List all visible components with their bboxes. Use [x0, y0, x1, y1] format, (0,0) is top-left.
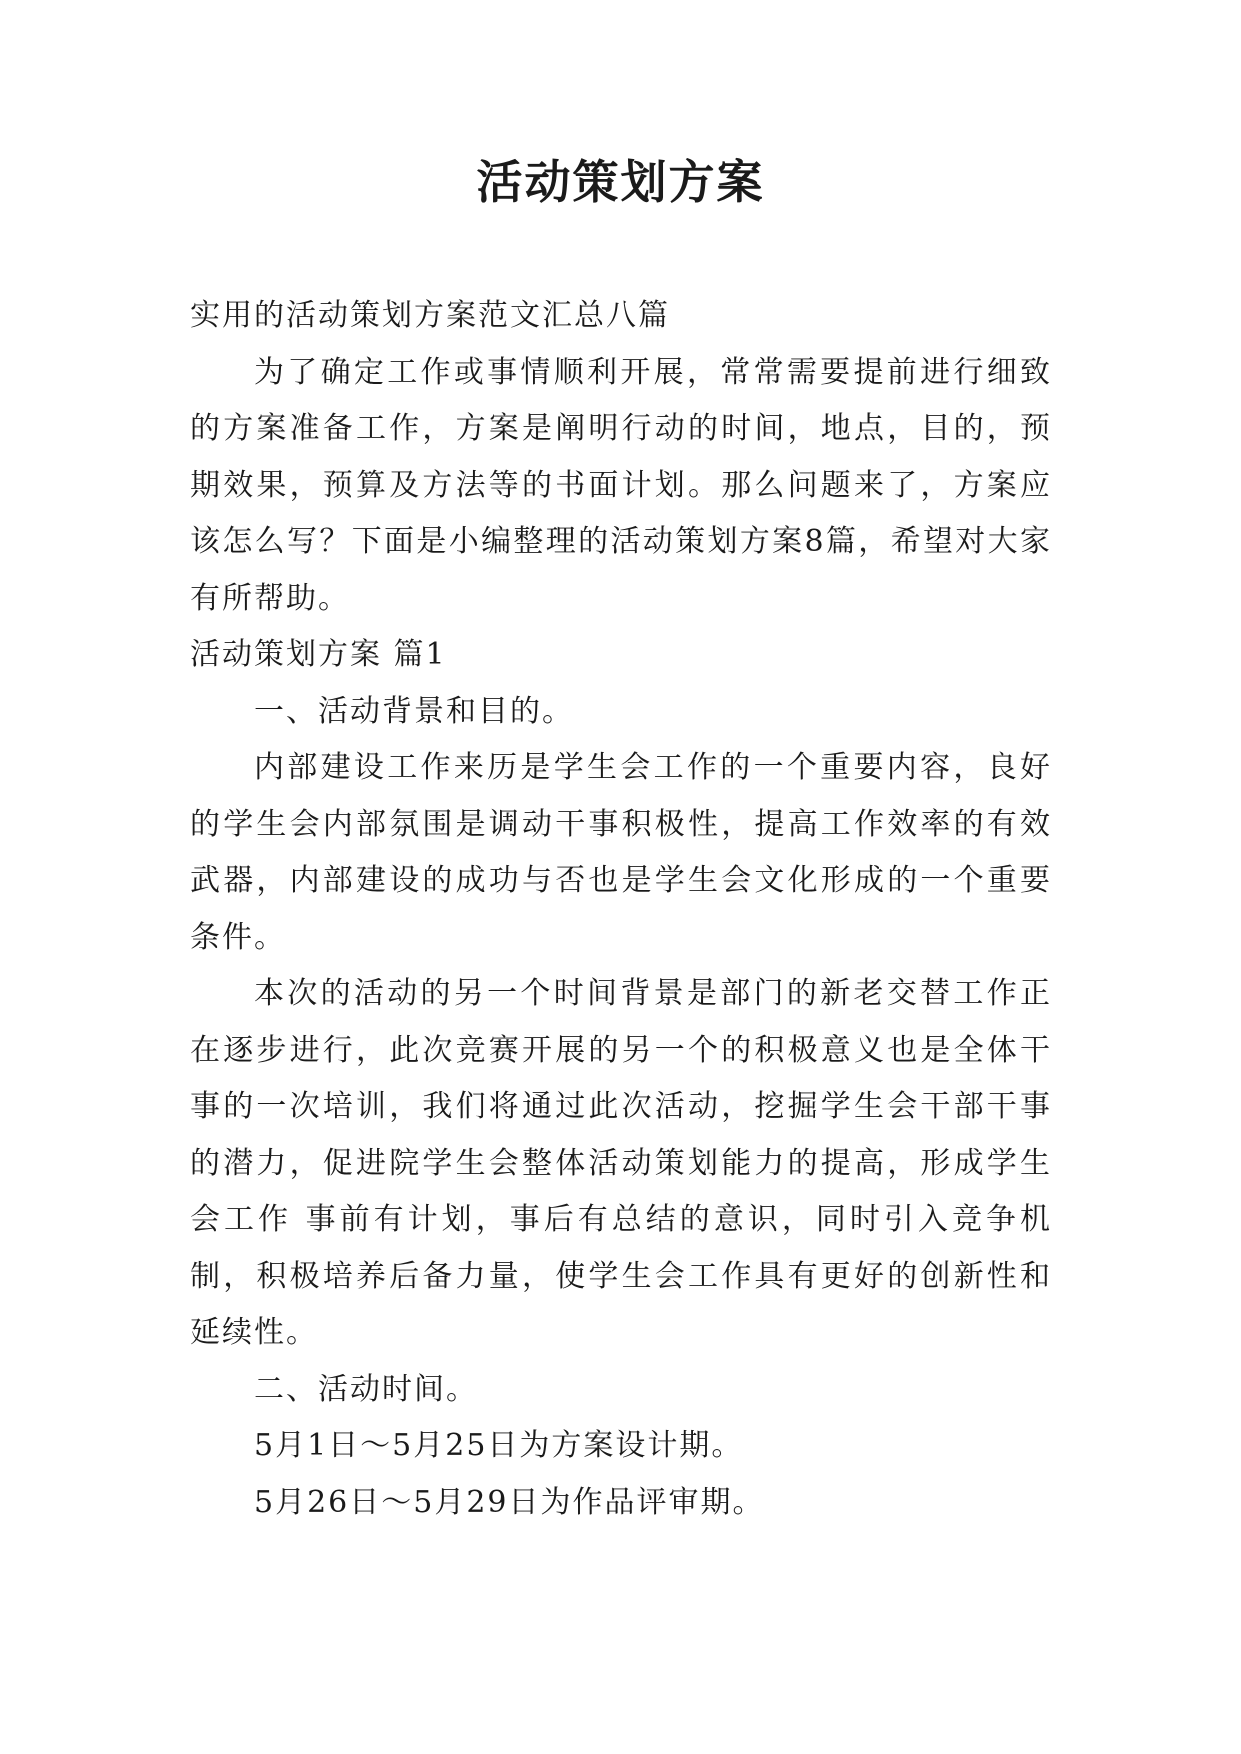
background-paragraph-2: 本次的活动的另一个时间背景是部门的新老交替工作正在逐步进行，此次竞赛开展的另一个的积极意义也是全体干事的一次培训，我们将通过此次活动，挖掘学生会干部干事的潜力，促进院学生会整体活动策划能力的提高，形成学生会工作 事前有计划，事后有总结的意识，同时引入竞争机制，积极培养后备力量，使学生会工作具有更好的创新性和延续性。 [190, 976, 1052, 1350]
schedule-line-design: 5月1日～5月25日为方案设计期。 [254, 1428, 744, 1463]
document-subtitle: 实用的活动策划方案范文汇总八篇 [190, 298, 670, 333]
section-heading-background: 一、活动背景和目的。 [254, 693, 574, 729]
article-heading: 活动策划方案 篇1 [190, 637, 447, 672]
section-heading-time: 二、活动时间。 [254, 1371, 478, 1407]
document-body [190, 288, 1052, 1531]
background-paragraph-1: 内部建设工作来历是学生会工作的一个重要内容，良好的学生会内部氛围是调动干事积极性，提高工作效率的有效武器，内部建设的成功与否也是学生会文化形成的一个重要条件。 [190, 750, 1052, 955]
schedule-line-review: 5月26日～5月29日为作品评审期。 [254, 1484, 765, 1520]
document-title: 活动策划方案 [476, 155, 765, 209]
intro-paragraph: 为了确定工作或事情顺利开展，常常需要提前进行细致的方案准备工作，方案是阐明行动的时间，地点，目的，预期效果，预算及方法等的书面计划。那么问题来了，方案应该怎么写？下面是小编整理的活动策划方案8篇，希望对大家有所帮助。 [190, 354, 1052, 616]
